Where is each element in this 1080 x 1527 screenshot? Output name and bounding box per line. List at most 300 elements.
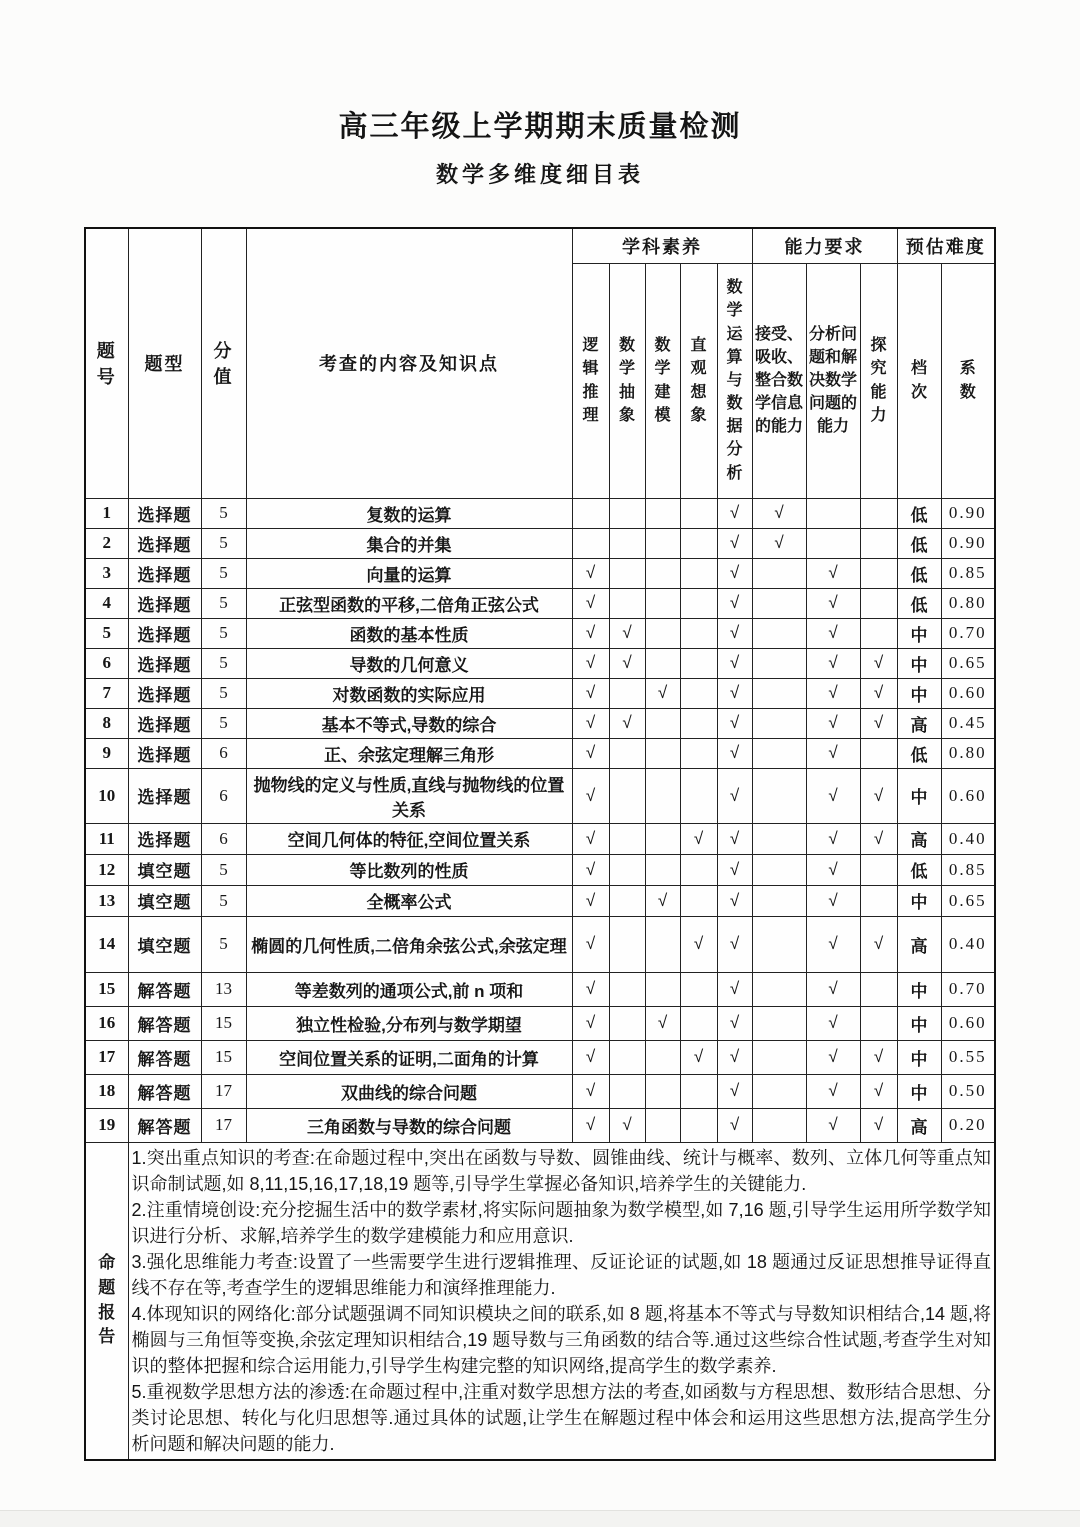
question-type-cell: 选择题 bbox=[128, 558, 201, 588]
check-cell: √ bbox=[806, 972, 860, 1006]
question-content-cell: 空间位置关系的证明,二面角的计算 bbox=[246, 1040, 572, 1074]
check-cell bbox=[860, 588, 897, 618]
check-cell: √ bbox=[572, 768, 609, 823]
check-cell: √ bbox=[717, 738, 752, 768]
difficulty-level-cell: 低 bbox=[897, 498, 941, 528]
question-points-cell: 5 bbox=[201, 916, 246, 972]
check-cell bbox=[645, 1108, 680, 1142]
table-row bbox=[85, 618, 995, 648]
difficulty-coef-cell: 0.90 bbox=[941, 498, 995, 528]
check-cell: √ bbox=[717, 854, 752, 885]
check-cell: √ bbox=[572, 1074, 609, 1108]
check-cell: √ bbox=[717, 1108, 752, 1142]
check-cell: √ bbox=[806, 648, 860, 678]
question-type-cell: 选择题 bbox=[128, 648, 201, 678]
check-cell: √ bbox=[609, 708, 645, 738]
question-number-cell: 15 bbox=[85, 972, 128, 1006]
check-cell: √ bbox=[806, 558, 860, 588]
header-difficulty-level-label: 档次 bbox=[911, 360, 928, 401]
table-row bbox=[85, 854, 995, 885]
question-type-cell: 选择题 bbox=[128, 498, 201, 528]
check-cell bbox=[680, 648, 717, 678]
question-points-cell: 5 bbox=[201, 854, 246, 885]
question-points-cell: 13 bbox=[201, 972, 246, 1006]
check-cell bbox=[752, 768, 806, 823]
header-question-type: 题型 bbox=[128, 228, 201, 498]
check-cell bbox=[609, 972, 645, 1006]
table-row bbox=[85, 1006, 995, 1040]
check-cell bbox=[609, 916, 645, 972]
question-points-cell: 5 bbox=[201, 708, 246, 738]
question-number-cell: 7 bbox=[85, 678, 128, 708]
difficulty-level-cell: 中 bbox=[897, 768, 941, 823]
table-row bbox=[85, 708, 995, 738]
check-cell bbox=[752, 618, 806, 648]
header-logical-reasoning-label: 逻辑推理 bbox=[582, 337, 599, 424]
check-cell bbox=[680, 972, 717, 1006]
difficulty-level-cell: 高 bbox=[897, 823, 941, 854]
question-points-cell: 6 bbox=[201, 823, 246, 854]
check-cell: √ bbox=[572, 854, 609, 885]
question-type-cell: 解答题 bbox=[128, 972, 201, 1006]
question-points-cell: 5 bbox=[201, 588, 246, 618]
header-difficulty-level bbox=[897, 263, 941, 498]
report-paragraph: 4.体现知识的网络化:部分试题强调不同知识模块之间的联系,如 8 题,将基本不等式与导数知识相结合,14 题,将椭圆与三角恒等变换,余弦定理知识相结合,19 题导数与三角函数的结合等.通过这些综合性试题,考查学生对知识的整体把握和综合运用能力,引导学生构建完整的知识网络,提高学生的数学素养. bbox=[131, 1303, 992, 1376]
check-cell: √ bbox=[806, 854, 860, 885]
question-type-cell: 解答题 bbox=[128, 1040, 201, 1074]
check-cell: √ bbox=[717, 1074, 752, 1108]
check-cell bbox=[680, 618, 717, 648]
header-points: 分值 bbox=[201, 228, 246, 498]
check-cell bbox=[609, 678, 645, 708]
report-label: 命题报告 bbox=[98, 1253, 116, 1347]
question-content-cell: 正弦型函数的平移,二倍角正弦公式 bbox=[246, 588, 572, 618]
question-type-cell: 选择题 bbox=[128, 823, 201, 854]
difficulty-level-cell: 低 bbox=[897, 854, 941, 885]
question-number-cell: 13 bbox=[85, 885, 128, 916]
check-cell bbox=[860, 528, 897, 558]
check-cell bbox=[680, 854, 717, 885]
check-cell bbox=[860, 885, 897, 916]
check-cell: √ bbox=[717, 588, 752, 618]
question-number-cell: 11 bbox=[85, 823, 128, 854]
question-content-cell: 等差数列的通项公式,前 n 项和 bbox=[246, 972, 572, 1006]
check-cell: √ bbox=[860, 678, 897, 708]
check-cell bbox=[609, 558, 645, 588]
check-cell bbox=[645, 708, 680, 738]
question-points-cell: 5 bbox=[201, 648, 246, 678]
difficulty-coef-cell: 0.70 bbox=[941, 972, 995, 1006]
difficulty-level-cell: 高 bbox=[897, 916, 941, 972]
difficulty-level-cell: 中 bbox=[897, 648, 941, 678]
check-cell bbox=[752, 972, 806, 1006]
check-cell: √ bbox=[572, 738, 609, 768]
difficulty-level-cell: 中 bbox=[897, 1040, 941, 1074]
check-cell: √ bbox=[572, 648, 609, 678]
check-cell bbox=[752, 1006, 806, 1040]
check-cell: √ bbox=[572, 588, 609, 618]
check-cell: √ bbox=[860, 708, 897, 738]
check-cell: √ bbox=[717, 1006, 752, 1040]
header-math-modeling bbox=[645, 263, 680, 498]
check-cell bbox=[860, 558, 897, 588]
difficulty-coef-cell: 0.40 bbox=[941, 916, 995, 972]
check-cell bbox=[752, 885, 806, 916]
question-points-cell: 5 bbox=[201, 618, 246, 648]
header-content: 考查的内容及知识点 bbox=[246, 228, 572, 498]
table-row bbox=[85, 678, 995, 708]
difficulty-coef-cell: 0.60 bbox=[941, 1006, 995, 1040]
table-row bbox=[85, 498, 995, 528]
question-type-cell: 解答题 bbox=[128, 1006, 201, 1040]
question-content-cell: 空间几何体的特征,空间位置关系 bbox=[246, 823, 572, 854]
check-cell: √ bbox=[717, 678, 752, 708]
check-cell: √ bbox=[572, 916, 609, 972]
header-absorb-integrate-info-label: 接受、吸收、整合数学信息的能力 bbox=[755, 325, 804, 436]
check-cell: √ bbox=[717, 972, 752, 1006]
check-cell: √ bbox=[680, 1040, 717, 1074]
report-paragraph: 3.强化思维能力考查:设置了一些需要学生进行逻辑推理、反证论证的试题,如 18 题通过反证思想推导证得直线不存在等,考查学生的逻辑思维能力和演绎推理能力. bbox=[131, 1251, 992, 1298]
table-row bbox=[85, 916, 995, 972]
check-cell bbox=[645, 768, 680, 823]
check-cell: √ bbox=[572, 972, 609, 1006]
table-row bbox=[85, 1108, 995, 1142]
check-cell bbox=[752, 708, 806, 738]
header-math-abstraction-label: 数学抽象 bbox=[618, 337, 635, 424]
check-cell: √ bbox=[572, 618, 609, 648]
header-math-abstraction bbox=[609, 263, 645, 498]
question-points-cell: 5 bbox=[201, 678, 246, 708]
difficulty-coef-cell: 0.60 bbox=[941, 768, 995, 823]
check-cell: √ bbox=[806, 823, 860, 854]
check-cell bbox=[860, 738, 897, 768]
check-cell: √ bbox=[806, 1006, 860, 1040]
check-cell bbox=[680, 528, 717, 558]
question-number-cell: 18 bbox=[85, 1074, 128, 1108]
table-row bbox=[85, 768, 995, 823]
difficulty-level-cell: 低 bbox=[897, 588, 941, 618]
question-type-cell: 解答题 bbox=[128, 1074, 201, 1108]
check-cell: √ bbox=[806, 678, 860, 708]
question-number-cell: 10 bbox=[85, 768, 128, 823]
header-analyze-solve-problems-label: 分析问题和解决数学问题的能力 bbox=[809, 325, 858, 436]
check-cell: √ bbox=[609, 648, 645, 678]
question-content-cell: 椭圆的几何性质,二倍角余弦公式,余弦定理 bbox=[246, 916, 572, 972]
check-cell bbox=[680, 588, 717, 618]
check-cell bbox=[645, 738, 680, 768]
check-cell bbox=[645, 498, 680, 528]
check-cell bbox=[609, 854, 645, 885]
check-cell: √ bbox=[806, 768, 860, 823]
question-type-cell: 选择题 bbox=[128, 678, 201, 708]
question-points-cell: 5 bbox=[201, 528, 246, 558]
check-cell bbox=[609, 768, 645, 823]
question-number-cell: 8 bbox=[85, 708, 128, 738]
question-content-cell: 正、余弦定理解三角形 bbox=[246, 738, 572, 768]
check-cell: √ bbox=[572, 1040, 609, 1074]
check-cell bbox=[680, 768, 717, 823]
check-cell: √ bbox=[572, 885, 609, 916]
check-cell bbox=[752, 1108, 806, 1142]
check-cell bbox=[680, 885, 717, 916]
check-cell bbox=[806, 498, 860, 528]
question-content-cell: 复数的运算 bbox=[246, 498, 572, 528]
report-paragraph: 2.注重情境创设:充分挖掘生活中的数学素材,将实际问题抽象为数学模型,如 7,16 题,引导学生运用所学数学知识进行分析、求解,培养学生的数学建模能力和应用意识. bbox=[131, 1199, 992, 1246]
check-cell bbox=[645, 916, 680, 972]
check-cell bbox=[752, 823, 806, 854]
check-cell: √ bbox=[752, 528, 806, 558]
check-cell bbox=[680, 708, 717, 738]
question-points-cell: 5 bbox=[201, 885, 246, 916]
table-body bbox=[85, 498, 995, 1142]
check-cell bbox=[860, 618, 897, 648]
table-row bbox=[85, 1040, 995, 1074]
check-cell bbox=[609, 1040, 645, 1074]
table-row bbox=[85, 823, 995, 854]
difficulty-coef-cell: 0.80 bbox=[941, 738, 995, 768]
question-content-cell: 全概率公式 bbox=[246, 885, 572, 916]
table-row bbox=[85, 972, 995, 1006]
difficulty-level-cell: 中 bbox=[897, 972, 941, 1006]
check-cell: √ bbox=[717, 916, 752, 972]
check-cell bbox=[645, 854, 680, 885]
question-number-cell: 14 bbox=[85, 916, 128, 972]
page-subtitle: 数学多维度细目表 bbox=[435, 162, 644, 187]
check-cell bbox=[752, 588, 806, 618]
difficulty-coef-cell: 0.65 bbox=[941, 885, 995, 916]
check-cell: √ bbox=[806, 916, 860, 972]
header-group-ability: 能力要求 bbox=[752, 228, 897, 263]
check-cell: √ bbox=[645, 678, 680, 708]
header-difficulty-coef-label: 系数 bbox=[959, 360, 976, 401]
check-cell: √ bbox=[680, 823, 717, 854]
question-content-cell: 向量的运算 bbox=[246, 558, 572, 588]
difficulty-level-cell: 中 bbox=[897, 885, 941, 916]
check-cell bbox=[645, 558, 680, 588]
question-type-cell: 填空题 bbox=[128, 885, 201, 916]
question-number-cell: 9 bbox=[85, 738, 128, 768]
check-cell: √ bbox=[860, 823, 897, 854]
check-cell: √ bbox=[572, 1108, 609, 1142]
question-points-cell: 15 bbox=[201, 1006, 246, 1040]
question-type-cell: 选择题 bbox=[128, 768, 201, 823]
check-cell: √ bbox=[717, 823, 752, 854]
question-type-cell: 选择题 bbox=[128, 618, 201, 648]
check-cell: √ bbox=[717, 1040, 752, 1074]
check-cell: √ bbox=[645, 1006, 680, 1040]
check-cell bbox=[752, 648, 806, 678]
check-cell bbox=[680, 558, 717, 588]
check-cell: √ bbox=[717, 558, 752, 588]
question-type-cell: 选择题 bbox=[128, 708, 201, 738]
question-content-cell: 集合的并集 bbox=[246, 528, 572, 558]
question-number-cell: 1 bbox=[85, 498, 128, 528]
check-cell bbox=[645, 823, 680, 854]
question-number-cell: 3 bbox=[85, 558, 128, 588]
check-cell: √ bbox=[717, 498, 752, 528]
difficulty-level-cell: 中 bbox=[897, 678, 941, 708]
check-cell: √ bbox=[860, 1074, 897, 1108]
difficulty-level-cell: 低 bbox=[897, 738, 941, 768]
question-content-cell: 等比数列的性质 bbox=[246, 854, 572, 885]
header-inquiry-ability bbox=[860, 263, 897, 498]
difficulty-coef-cell: 0.80 bbox=[941, 588, 995, 618]
header-intuitive-imagination-label: 直观想象 bbox=[690, 337, 707, 424]
question-points-cell: 5 bbox=[201, 558, 246, 588]
page-title: 高三年级上学期期末质量检测 bbox=[338, 111, 742, 143]
difficulty-coef-cell: 0.45 bbox=[941, 708, 995, 738]
check-cell: √ bbox=[806, 1108, 860, 1142]
check-cell bbox=[645, 588, 680, 618]
report-paragraph: 5.重视数学思想方法的渗透:在命题过程中,注重对数学思想方法的考查,如函数与方程思想、数形结合思想、分类讨论思想、转化与化归思想等.通过具体的试题,让学生在解题过程中体会和运用这些思想方法,提高学生分析问题和解决问题的能力. bbox=[131, 1381, 992, 1454]
header-math-operation-data-analysis-label: 数学运算与数据分析 bbox=[726, 279, 743, 482]
header-question-number: 题号 bbox=[85, 228, 128, 498]
check-cell: √ bbox=[860, 648, 897, 678]
difficulty-level-cell: 中 bbox=[897, 1074, 941, 1108]
header-group-row bbox=[85, 228, 995, 263]
check-cell: √ bbox=[572, 1006, 609, 1040]
question-type-cell: 选择题 bbox=[128, 588, 201, 618]
difficulty-coef-cell: 0.55 bbox=[941, 1040, 995, 1074]
difficulty-coef-cell: 0.90 bbox=[941, 528, 995, 558]
check-cell bbox=[609, 498, 645, 528]
difficulty-coef-cell: 0.65 bbox=[941, 648, 995, 678]
report-section bbox=[85, 1142, 995, 1460]
check-cell: √ bbox=[572, 823, 609, 854]
check-cell bbox=[609, 885, 645, 916]
check-cell: √ bbox=[717, 618, 752, 648]
question-points-cell: 15 bbox=[201, 1040, 246, 1074]
check-cell bbox=[645, 528, 680, 558]
question-points-cell: 17 bbox=[201, 1108, 246, 1142]
difficulty-coef-cell: 0.50 bbox=[941, 1074, 995, 1108]
check-cell bbox=[572, 498, 609, 528]
check-cell bbox=[752, 1040, 806, 1074]
question-points-cell: 5 bbox=[201, 498, 246, 528]
report-paragraph: 1.突出重点知识的考查:在命题过程中,突出在函数与导数、圆锥曲线、统计与概率、数列、立体几何等重点知识命制试题,如 8,11,15,16,17,18,19 题等,引导学生掌握必备知识,培养学生的关键能力. bbox=[131, 1147, 992, 1194]
header-difficulty-coef bbox=[941, 263, 995, 498]
check-cell: √ bbox=[609, 1108, 645, 1142]
table-row bbox=[85, 885, 995, 916]
check-cell bbox=[752, 678, 806, 708]
check-cell: √ bbox=[572, 558, 609, 588]
question-number-cell: 6 bbox=[85, 648, 128, 678]
check-cell: √ bbox=[752, 498, 806, 528]
check-cell bbox=[609, 1074, 645, 1108]
check-cell: √ bbox=[860, 768, 897, 823]
header-group-difficulty: 预估难度 bbox=[897, 228, 995, 263]
table-row bbox=[85, 1074, 995, 1108]
check-cell bbox=[752, 854, 806, 885]
question-points-cell: 6 bbox=[201, 768, 246, 823]
check-cell: √ bbox=[860, 1040, 897, 1074]
question-number-cell: 5 bbox=[85, 618, 128, 648]
difficulty-coef-cell: 0.85 bbox=[941, 558, 995, 588]
check-cell: √ bbox=[717, 885, 752, 916]
check-cell bbox=[645, 1074, 680, 1108]
question-content-cell: 抛物线的定义与性质,直线与抛物线的位置关系 bbox=[246, 768, 572, 823]
table-row bbox=[85, 588, 995, 618]
check-cell: √ bbox=[806, 1040, 860, 1074]
question-content-cell: 双曲线的综合问题 bbox=[246, 1074, 572, 1108]
question-type-cell: 填空题 bbox=[128, 854, 201, 885]
check-cell bbox=[609, 738, 645, 768]
check-cell: √ bbox=[806, 588, 860, 618]
check-cell: √ bbox=[806, 738, 860, 768]
header-absorb-integrate-info bbox=[752, 263, 806, 498]
report-label-cell bbox=[85, 1142, 128, 1460]
check-cell bbox=[609, 823, 645, 854]
question-type-cell: 解答题 bbox=[128, 1108, 201, 1142]
difficulty-level-cell: 中 bbox=[897, 618, 941, 648]
check-cell bbox=[860, 854, 897, 885]
table-row bbox=[85, 648, 995, 678]
difficulty-coef-cell: 0.70 bbox=[941, 618, 995, 648]
question-number-cell: 2 bbox=[85, 528, 128, 558]
header-group-literacy: 学科素养 bbox=[572, 228, 752, 263]
check-cell bbox=[645, 648, 680, 678]
check-cell bbox=[860, 498, 897, 528]
check-cell bbox=[645, 972, 680, 1006]
check-cell bbox=[680, 678, 717, 708]
report-text bbox=[128, 1142, 995, 1460]
report-row bbox=[85, 1142, 995, 1460]
header-math-operation-data-analysis bbox=[717, 263, 752, 498]
check-cell bbox=[609, 588, 645, 618]
check-cell: √ bbox=[717, 648, 752, 678]
check-cell bbox=[609, 528, 645, 558]
check-cell: √ bbox=[572, 708, 609, 738]
check-cell bbox=[752, 916, 806, 972]
check-cell bbox=[680, 1006, 717, 1040]
difficulty-coef-cell: 0.85 bbox=[941, 854, 995, 885]
question-content-cell: 函数的基本性质 bbox=[246, 618, 572, 648]
difficulty-level-cell: 中 bbox=[897, 1006, 941, 1040]
question-type-cell: 填空题 bbox=[128, 916, 201, 972]
table-row bbox=[85, 738, 995, 768]
check-cell bbox=[860, 1006, 897, 1040]
question-type-cell: 选择题 bbox=[128, 528, 201, 558]
page-bottom-edge bbox=[0, 1510, 1080, 1527]
specification-table bbox=[84, 227, 996, 1461]
question-content-cell: 独立性检验,分布列与数学期望 bbox=[246, 1006, 572, 1040]
check-cell bbox=[860, 972, 897, 1006]
difficulty-coef-cell: 0.60 bbox=[941, 678, 995, 708]
check-cell bbox=[680, 498, 717, 528]
check-cell bbox=[680, 1074, 717, 1108]
check-cell: √ bbox=[806, 1074, 860, 1108]
check-cell: √ bbox=[717, 708, 752, 738]
question-content-cell: 三角函数与导数的综合问题 bbox=[246, 1108, 572, 1142]
question-number-cell: 16 bbox=[85, 1006, 128, 1040]
header-inquiry-ability-label: 探究能力 bbox=[870, 337, 887, 424]
check-cell: √ bbox=[860, 916, 897, 972]
question-content-cell: 对数函数的实际应用 bbox=[246, 678, 572, 708]
header-intuitive-imagination bbox=[680, 263, 717, 498]
check-cell: √ bbox=[609, 618, 645, 648]
check-cell bbox=[609, 1006, 645, 1040]
difficulty-level-cell: 低 bbox=[897, 528, 941, 558]
difficulty-coef-cell: 0.40 bbox=[941, 823, 995, 854]
check-cell: √ bbox=[717, 528, 752, 558]
check-cell: √ bbox=[572, 678, 609, 708]
check-cell bbox=[752, 1074, 806, 1108]
question-type-cell: 选择题 bbox=[128, 738, 201, 768]
check-cell bbox=[806, 528, 860, 558]
check-cell bbox=[572, 528, 609, 558]
question-number-cell: 12 bbox=[85, 854, 128, 885]
question-number-cell: 4 bbox=[85, 588, 128, 618]
